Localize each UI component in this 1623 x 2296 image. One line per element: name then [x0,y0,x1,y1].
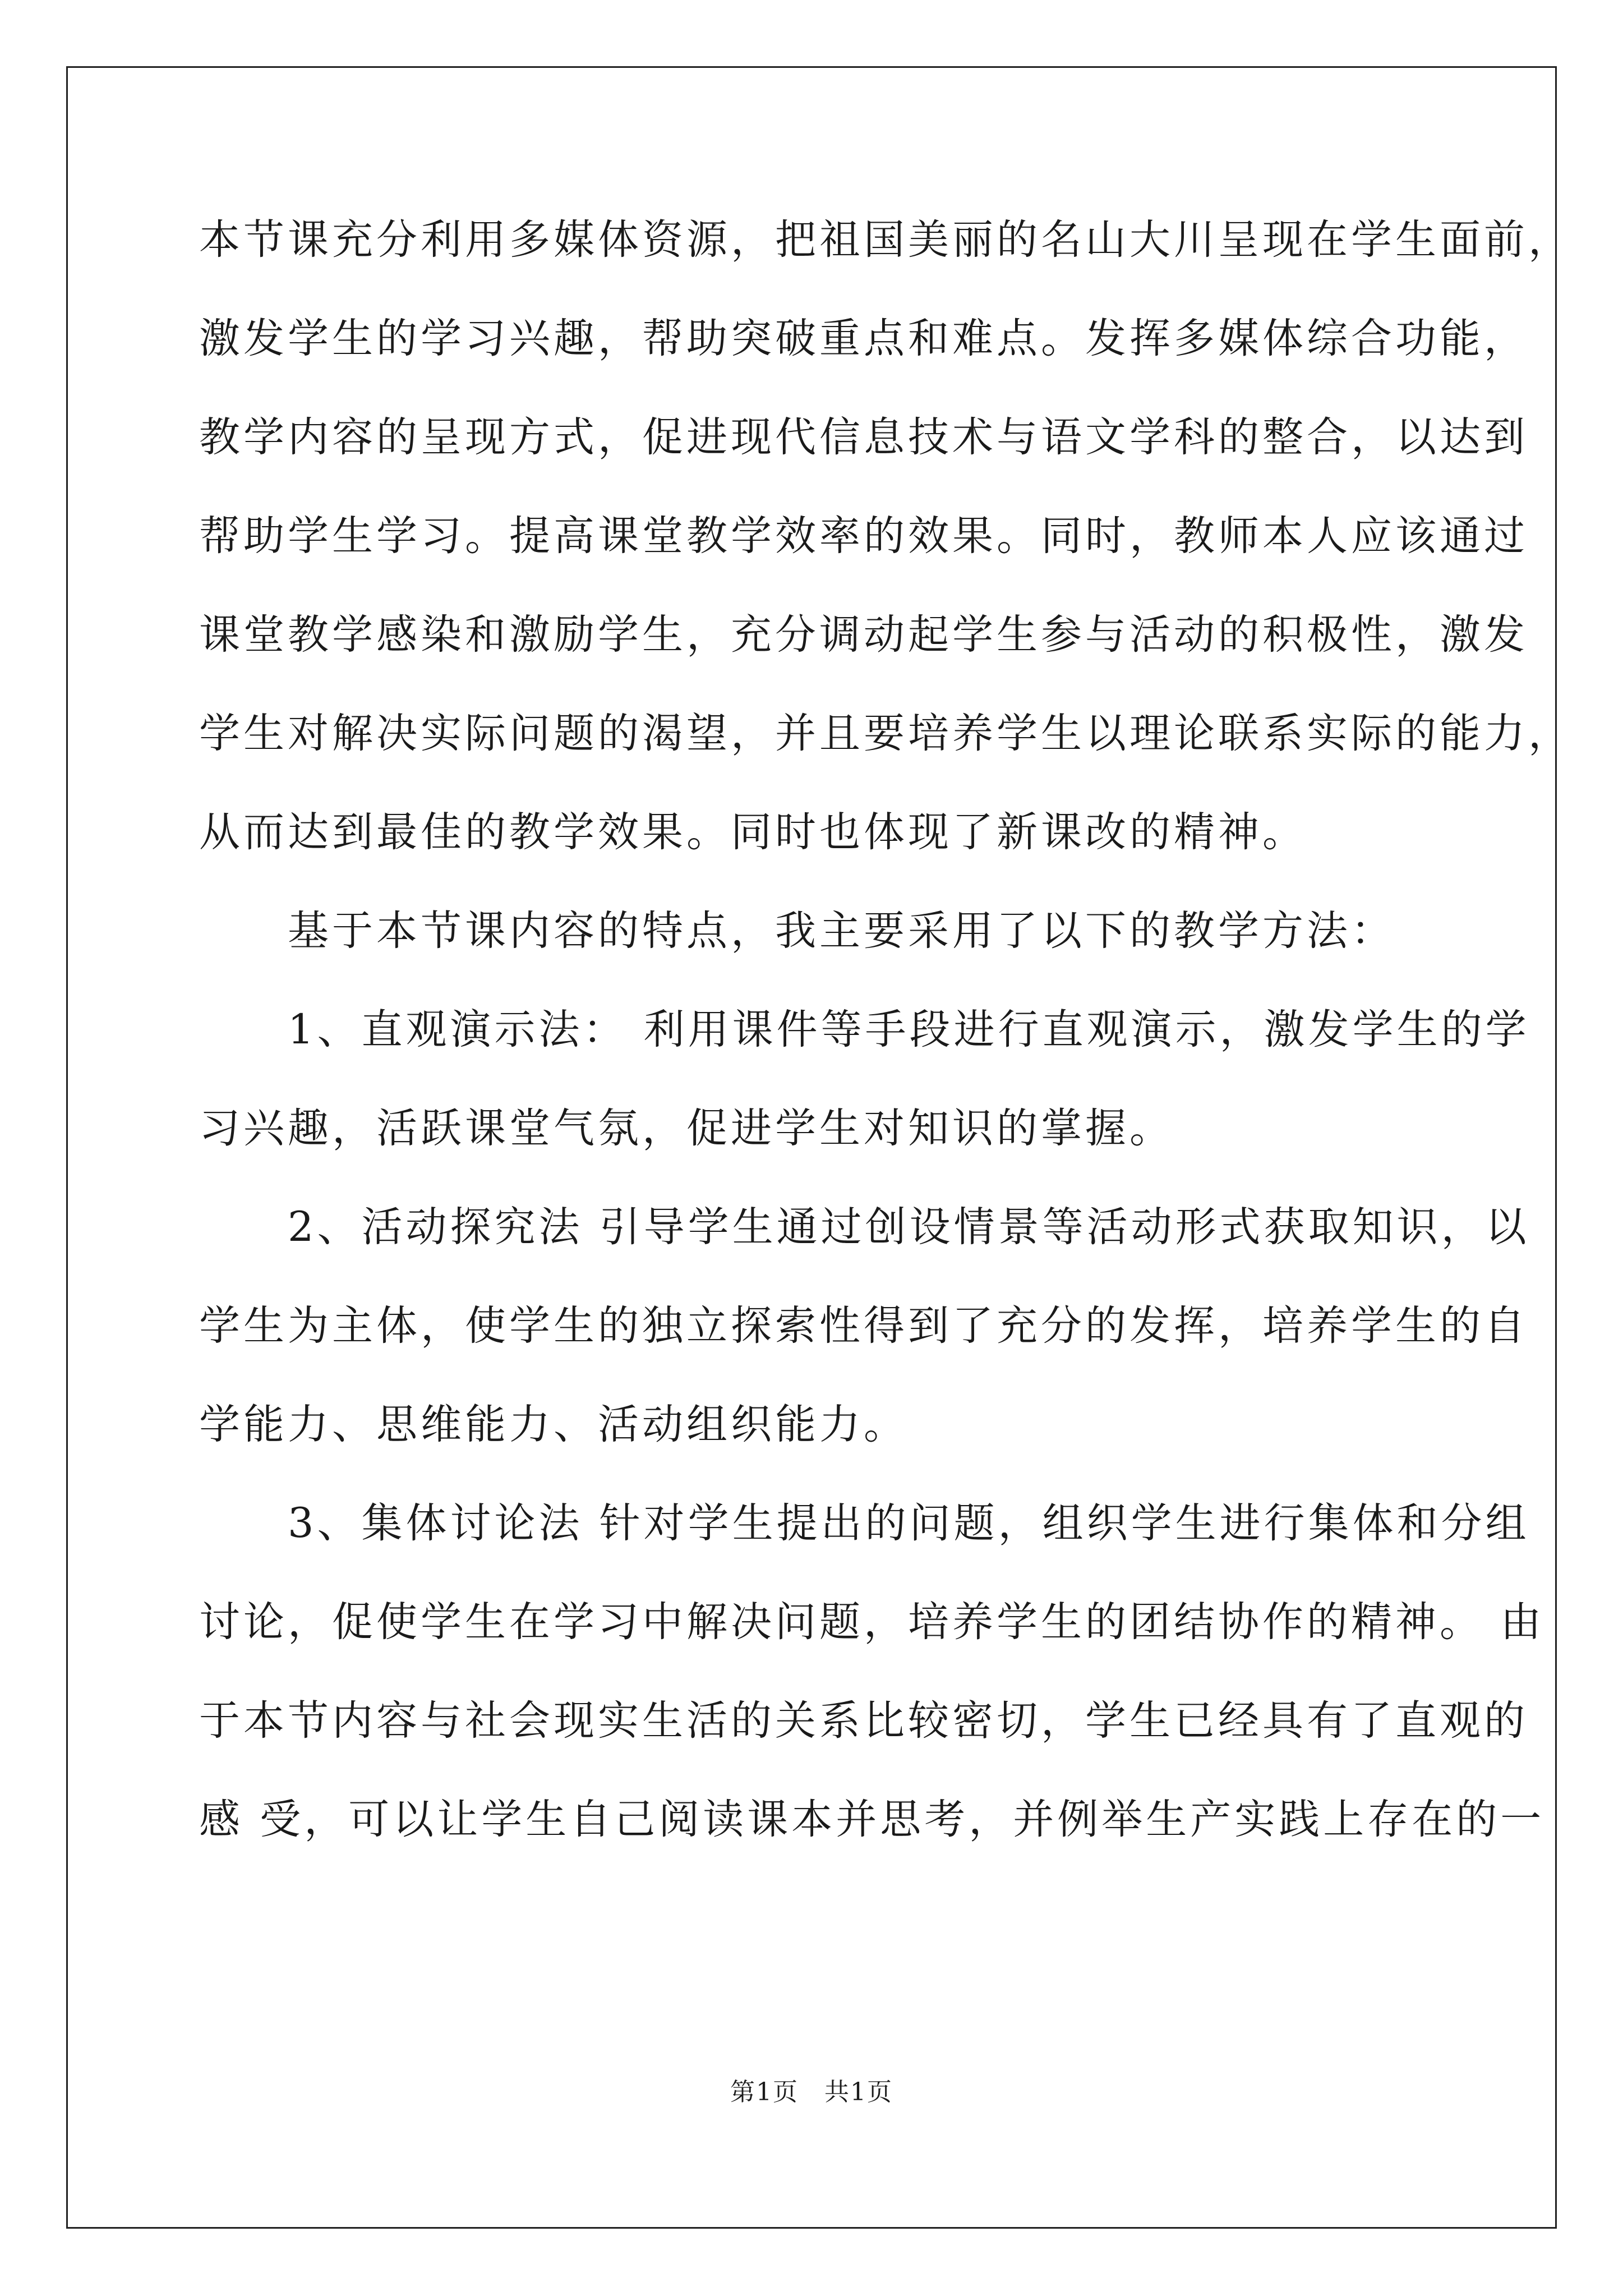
text-line: 帮助学生学习。提高课堂教学效率的效果。同时，教师本人应该通过 [199,512,1528,560]
text-line: 2、活动探究法 引导学生通过创设情景等活动形式获取知识，以 [199,1203,1530,1251]
text-line: 习兴趣，活跃课堂气氛，促进学生对知识的掌握。 [199,1105,1174,1152]
text-line: 学生对解决实际问题的渴望，并且要培养学生以理论联系实际的能力， [199,710,1573,757]
text-line: 课堂教学感染和激励学生，充分调动起学生参与活动的积极性，激发 [199,611,1528,659]
text-line: 1、直观演示法： 利用课件等手段进行直观演示，激发学生的学 [199,1006,1530,1053]
text-line: 学生为主体，使学生的独立探索性得到了充分的发挥，培养学生的自 [199,1302,1528,1350]
page-footer: 第1页 共1页 [730,2078,893,2106]
text-line: 教学内容的呈现方式，促进现代信息技术与语文学科的整合，以达到 [199,413,1528,461]
text-line: 学能力、思维能力、活动组织能力。 [199,1401,908,1448]
text-line: 于本节内容与社会现实生活的关系比较密切，学生已经具有了直观的 [199,1697,1528,1745]
text-line: 基于本节课内容的特点，我主要采用了以下的教学方法： [199,907,1395,955]
text-line: 讨论，促使学生在学习中解决问题，培养学生的团结协作的精神。 由 [199,1598,1545,1646]
text-line: 3、集体讨论法 针对学生提出的问题，组织学生进行集体和分组 [199,1499,1530,1547]
text-line: 本节课充分利用多媒体资源，把祖国美丽的名山大川呈现在学生面前， [199,216,1573,264]
text-line: 感 受，可以让学生自己阅读课本并思考，并例举生产实践上存在的一 [199,1796,1545,1843]
text-line: 激发学生的学习兴趣，帮助突破重点和难点。发挥多媒体综合功能， [199,315,1528,362]
text-line: 从而达到最佳的教学效果。同时也体现了新课改的精神。 [199,808,1307,856]
